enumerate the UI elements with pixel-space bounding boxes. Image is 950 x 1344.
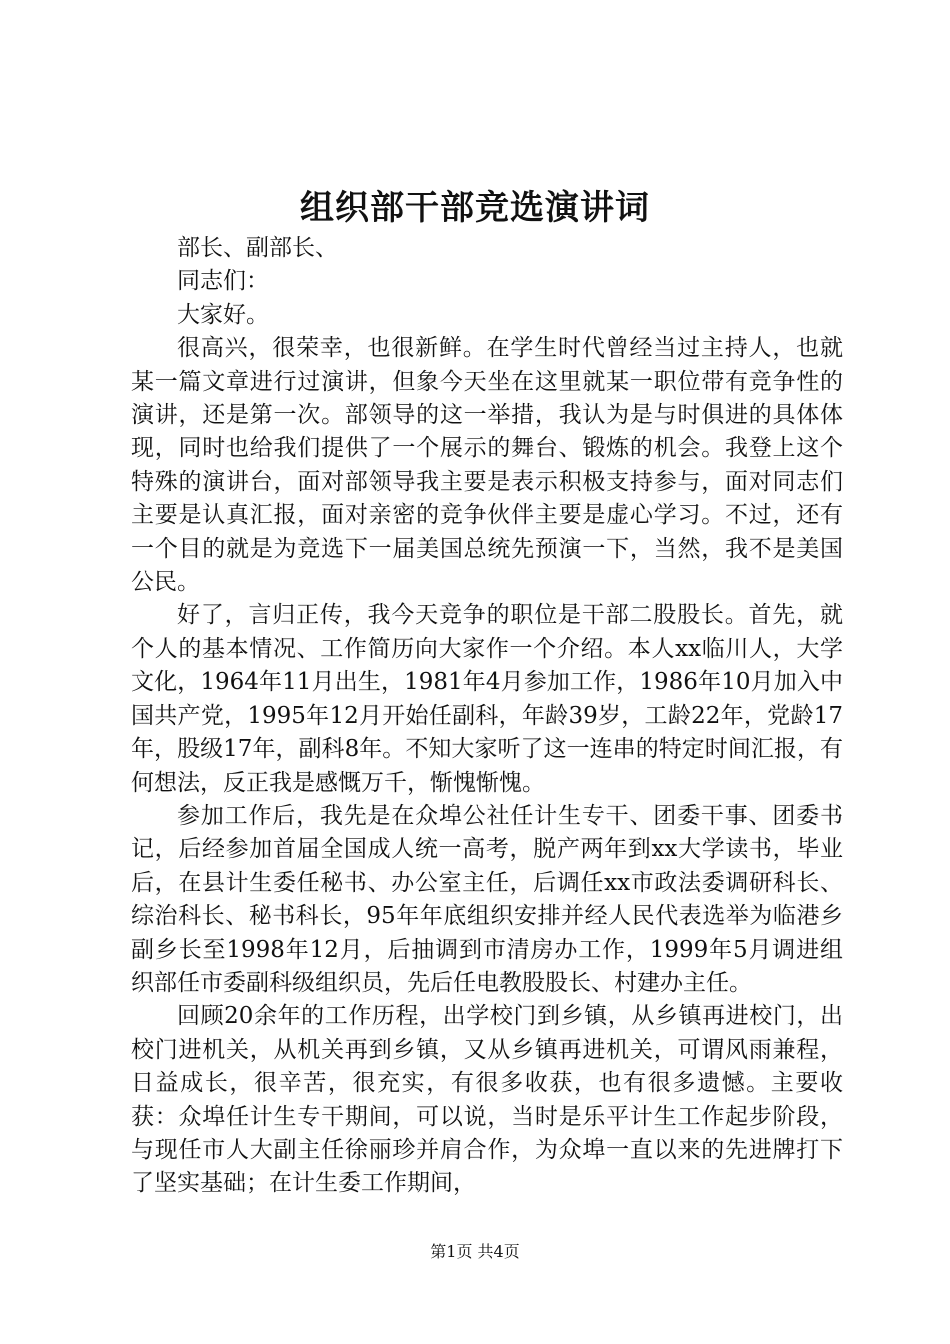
paragraph-opening: 很高兴，很荣幸，也很新鲜。在学生时代曾经当过主持人，也就某一篇文章进行过演讲，但象今天坐在这里就某一职位带有竞争性的演讲，还是第一次。部领导的这一举措，我认为是与时俱进的具体体现，同时也给我们提供了一个展示的舞台、锻炼的机会。我登上这个特殊的演讲台，面对部领导我主要是表示积极支持参与，面对同志们主要是认真汇报，面对亲密的竞争伙伴主要是虚心学习。不过，还有一个目的就是为竞选下一届美国总统先预演一下，当然，我不是美国公民。 (131, 335, 843, 596)
document-title: 组织部干部竞选演讲词 (300, 188, 650, 228)
paragraph-work-history: 参加工作后，我先是在众埠公社任计生专干、团委干事、团委书记，后经参加首届全国成人统一高考，脱产两年到xx大学读书，毕业后，在县计生委任秘书、办公室主任，后调任xx市政法委调研科长、综治科长、秘书科长，95年年底组织安排并经人民代表选举为临港乡副乡长至1998年12月，后抽调到市清房办工作，1999年5月调进组织部任市委副科级组织员，先后任电教股股长、村建办主任。 (131, 802, 843, 996)
salutation-line-2: 同志们： (177, 268, 269, 295)
greeting-line: 大家好。 (177, 301, 269, 328)
salutation-line-1: 部长、副部长、 (177, 235, 338, 261)
page-footer: 第1页 共4页 (430, 1242, 520, 1261)
document-body (131, 232, 843, 1201)
paragraph-personal-info: 好了，言归正传，我今天竞争的职位是干部二股股长。首先，就个人的基本情况、工作简历向大家作一个介绍。本人xx临川人，大学文化，1964年11月出生，1981年4月参加工作，1986年10月加入中国共产党，1995年12月开始任副科，年龄39岁，工龄22年，党龄17年，股级17年，副科8年。不知大家听了这一连串的特定时间汇报，有何想法，反正我是感慨万千，惭愧惭愧。 (131, 602, 843, 796)
paragraph-review: 回顾20余年的工作历程，出学校门到乡镇，从乡镇再进校门，出校门进机关，从机关再到乡镇，又从乡镇再进机关，可谓风雨兼程，日益成长，很辛苦，很充实，有很多收获，也有很多遗憾。主要收获：众埠任计生专干期间，可以说，当时是乐平计生工作起步阶段，与现任市人大副主任徐丽珍并肩合作，为众埠一直以来的先进牌打下了坚实基础；在计生委工作期间， (131, 1003, 843, 1197)
